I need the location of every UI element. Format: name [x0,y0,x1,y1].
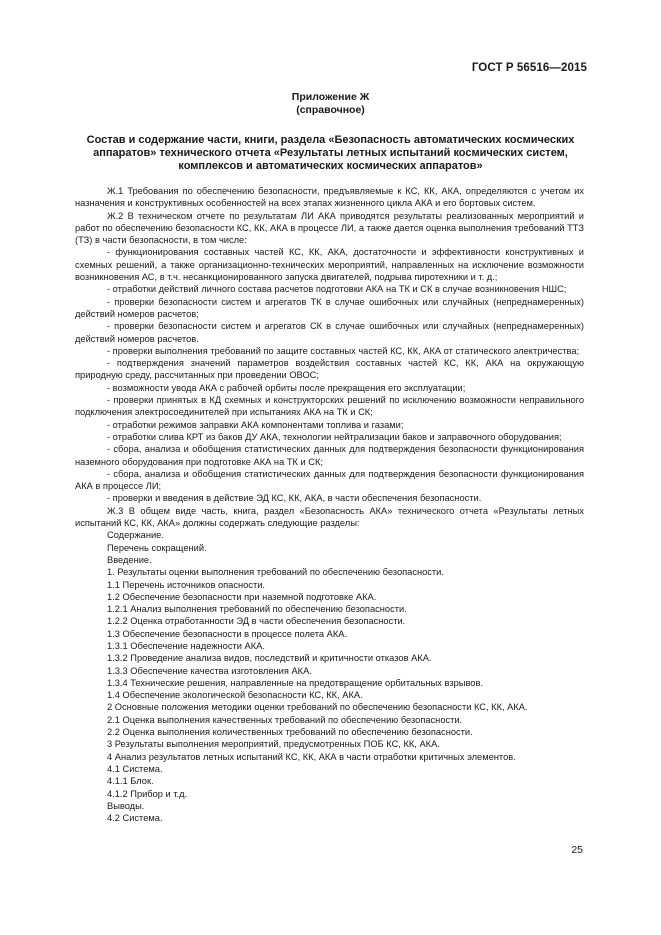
toc-item: 4.1.1 Блок. [107,776,154,787]
paragraph: - проверки безопасности систем и агрегатов СК в случае ошибочных или случайных (непреднамеренных) действий номеров расчетов. [75,321,584,344]
paragraph: - возможности увода АКА с рабочей орбиты после прекращения его эксплуатации; [107,382,466,393]
toc-item: 4.1.2 Прибор и т.д. [107,788,188,799]
paragraph: - подтверждения значений параметров воздействия составных частей КС, КК, АКА на окружающую природную среду, рассчитанных при проведении ОВОС; [75,358,584,381]
paragraph: - проверки и введения в действие ЭД КС, КК, АКА, в части обеспечения безопасности. [107,493,482,504]
paragraph: - отработки действий личного состава расчетов подготовки АКА на ТК и СК в случае возникновения НШС; [107,284,567,295]
paragraph: - проверки принятых в КД схемных и конструкторских решений по исключению возможности неправильного подключения электросоединителей при испытаниях АКА на ТК и СК; [75,395,584,418]
toc-item: 1.2.2 Оценка отработанности ЭД в части обеспечения безопасности. [107,616,406,627]
toc-item: Введение. [107,554,152,565]
paragraph: Ж.3 В общем виде часть, книга, раздел «Безопасность АКА» технического отчета «Результаты летных испытаний КС, КК, АКА» должны содержать следующие разделы: [75,505,584,529]
document-body [75,185,584,824]
toc-item: Перечень сокращений. [107,542,207,553]
toc-item: 1.2 Обеспечение безопасности при наземной подготовке АКА. [107,591,377,602]
paragraph: - проверки выполнения требований по защите составных частей КС, КК, АКА от статического электричества; [107,345,580,356]
annex-subtitle: (справочное) [296,104,365,116]
toc-item: 2 Основные положения методики оценки требований по обеспечению безопасности КС, КК, АКА. [107,702,528,713]
toc-item: 3 Результаты выполнения мероприятий, предусмотренных ПОБ КС, КК, АКА. [107,739,440,750]
toc-item: 1.4 Обеспечение экологической безопасности КС, КК, АКА. [107,690,363,701]
toc-item: Содержание. [107,530,164,541]
paragraph: - сбора, анализа и обобщения статистических данных для подтверждения безопасности функционирования АКА в процессе ЛИ; [75,468,584,492]
toc-item: 4.1 Система. [107,763,163,774]
annex-heading [0,91,661,117]
paragraph: Ж.2 В техническом отчете по результатам ЛИ АКА приводятся результаты реализованных мероприятий и работ по обеспечению безопасности КС, КК, АКА в процессе ЛИ, а также дается оценка выполнения требований ТТЗ (ТЗ) в части безопасности, в том числе: [75,210,584,246]
standard-code: ГОСТ Р 56516—2015 [471,62,587,74]
toc-item: 2.2 Оценка выполнения количественных требований по обеспечению безопасности. [107,727,473,738]
toc-item: 1.3 Обеспечение безопасности в процессе полета АКА. [107,628,348,639]
page-number: 25 [571,844,583,856]
toc-item: 1.3.3 Обеспечение качества изготовления АКА. [107,665,312,676]
toc-item: Выводы. [107,800,145,811]
toc-item: 1.3.4 Технические решения, направленные на предотвращение орбитальных взрывов. [107,677,483,688]
toc-item: 4.2 Система. [107,813,163,824]
toc-item: 1.2.1 Анализ выполнения требований по обеспечению безопасности. [107,604,407,615]
section-title: Состав и содержание части, книги, раздела «Безопасность автоматических космических аппаратов» технического отчета «Результаты летных испытаний космических систем, комплексов и автоматических космических аппаратов» [86,134,575,172]
toc-item: 1.3.1 Обеспечение надежности АКА. [107,640,265,651]
paragraph: - сбора, анализа и обобщения статистических данных для подтверждения безопасности функционирования наземного оборудования при подготовке АКА на ТК и СК; [75,444,584,467]
paragraph: - проверки безопасности систем и агрегатов ТК в случае ошибочных или случайных (непреднамеренных) действий номеров расчетов; [75,296,584,319]
toc-item: 1. Результаты оценки выполнения требований по обеспечению безопасности. [107,567,444,578]
toc-item: 4 Анализ результатов летных испытаний КС, КК, АКА в части отработки критичных элементов. [107,751,516,762]
paragraph: - функционирования составных частей КС, КК, АКА, достаточности и эффективности конструктивных и схемных решений, а также организационно-технических мероприятий, направленных на исключение возможности возникновения АС, в т.ч. несанкционированного запуска двигателей, подрыва пиротехники и т. д.; [75,247,584,283]
paragraph: - отработки режимов заправки АКА компонентами топлива и газами; [107,419,404,430]
annex-title: Приложение Ж [291,91,370,103]
paragraph: - отработки слива КРТ из баков ДУ АКА, технологии нейтрализации баков и заправочного оборудования; [107,431,562,442]
toc-item: 1.1 Перечень источников опасности. [107,579,265,590]
toc-item: 1.3.2 Проведение анализа видов, последствий и критичности отказов АКА. [107,653,432,664]
paragraph: Ж.1 Требования по обеспечению безопасности, предъявляемые к КС, КК, АКА, определяются с учетом их назначения и конструктивных особенностей на всех этапах жизненного цикла АКА и его бортовых систем. [75,186,584,209]
toc-item: 2.1 Оценка выполнения качественных требований по обеспечению безопасности. [107,714,463,725]
